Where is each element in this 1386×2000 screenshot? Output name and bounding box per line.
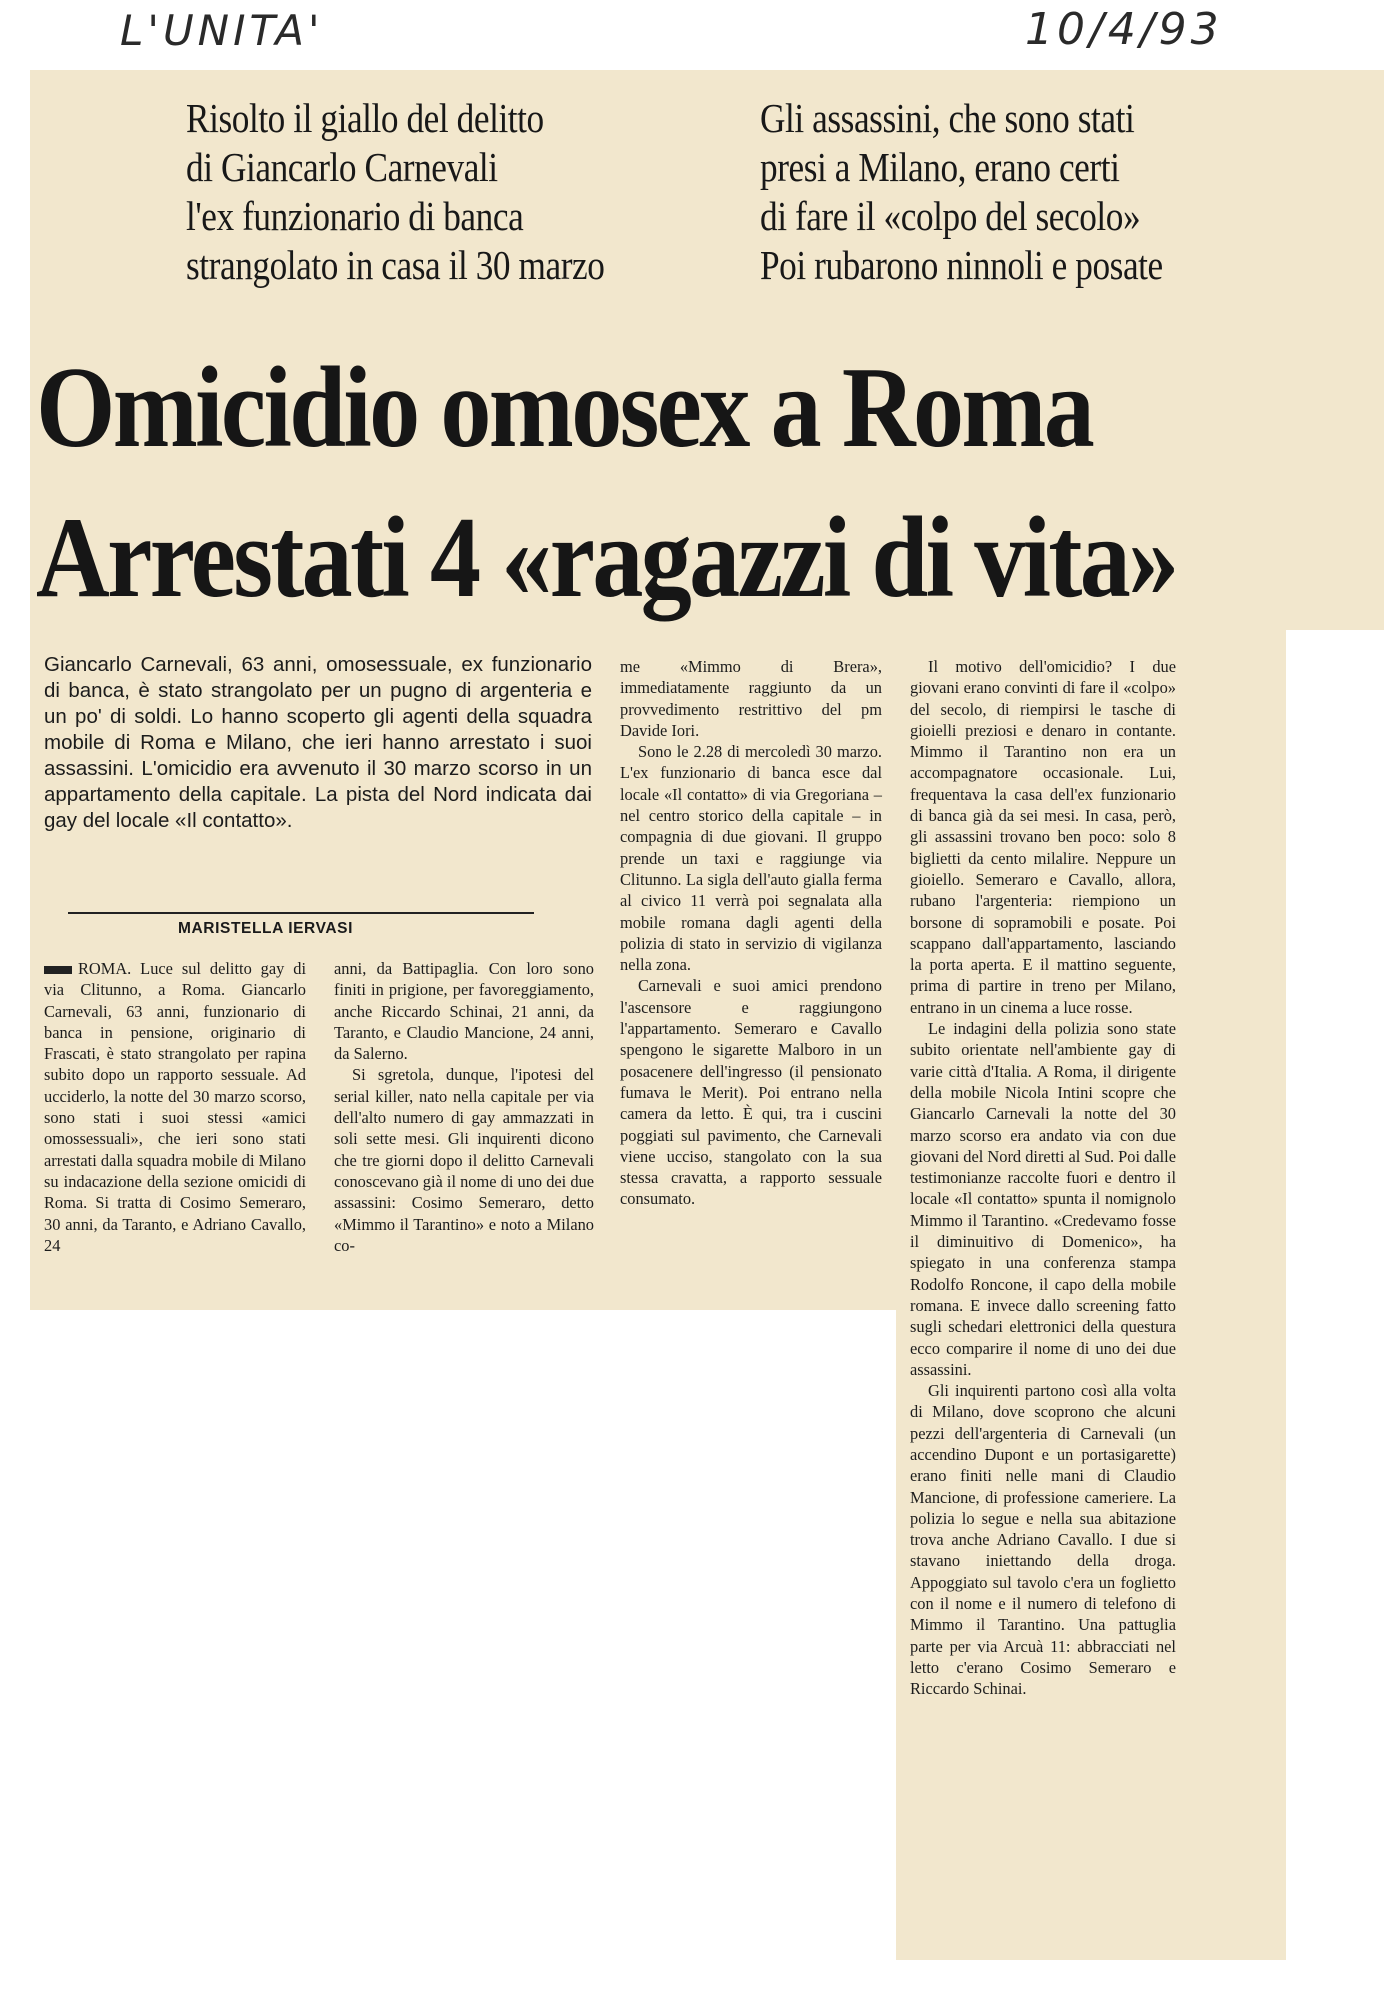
deck-left-line: l'ex funzionario di banca — [186, 193, 524, 239]
byline: MARISTELLA IERVASI — [178, 920, 353, 937]
deck-right-line: presi a Milano, erano certi — [760, 144, 1120, 190]
column-3-paragraph: me «Mimmo di Brera», immediatamente raggiunto da un provvedimento restrittivo del pm Davide Iori. — [620, 657, 882, 740]
body-column-4 — [910, 656, 1176, 1700]
lead-paragraph: Giancarlo Carnevali, 63 anni, omosessuale, ex funzionario di banca, è stato strangolato per un pugno di argenteria e un po' di soldi. Lo hanno scoperto gli agenti della squadra mobile di Roma e Milano, che ieri hanno arrestato i suoi assassini. L'omicidio era avvenuto il 30 marzo scorso in un appartamento della capitale. La pista del Nord indicata dai gay del locale «Il contatto». — [44, 653, 592, 832]
deck-left-line: di Giancarlo Carnevali — [186, 144, 498, 190]
column-3-paragraph: Carnevali e suoi amici prendono l'ascensore e raggiungono l'appartamento. Semeraro e Cavallo spengono le sigarette Malboro in un posacenere dell'ingresso (il pensionato fumava le Merit). Poi entrano nella camera da letto. È qui, tra i cuscini poggiati sul pavimento, che Carnevali viene ucciso, stangolato con la sua stessa cravatta, a rapporto sessuale consumato. — [620, 976, 882, 1209]
column-4-paragraph: Il motivo dell'omicidio? I due giovani erano convinti di fare il «colpo» del secolo, di riempirsi le tasche di gioielli preziosi e denaro in contante. Mimmo il Tarantino non era un accompagnatore occasionale. Lui, frequentava la casa dell'ex funzionario di banca già da sei mesi. In casa, però, gli assassini trovano ben poco: solo 8 biglietti da cento milalire. Neppure un gioiello. Semeraro e Cavallo, allora, rubano l'argenteria: riempiono un borsone di sopramobili e posate. Poi scappano dall'appartamento, lasciando la porta aperta. E il mattino seguente, prima di partire in treno per Milano, entrano in un cinema a luce rosse. — [910, 657, 1176, 1017]
column-2-paragraph: anni, da Battipaglia. Con loro sono finiti in prigione, per favoreggiamento, anche Riccardo Schinai, 21 anni, da Taranto, e Claudio Mancione, 24 anni, da Salerno. — [334, 959, 594, 1064]
body-column-2 — [334, 958, 594, 1256]
deck-right-line: di fare il «colpo del secolo» — [760, 193, 1141, 239]
deck-right-line: Poi rubarono ninnoli e posate — [760, 242, 1163, 288]
handwritten-date: 10/4/93 — [1025, 4, 1223, 55]
headline-line-1: Omicidio omosex a Roma — [36, 344, 1093, 472]
column-1-text: ROMA. Luce sul delitto gay di via Clitunno, a Roma. Giancarlo Carnevali, 63 anni, funzionario di banca in pensione, originario di Frascati, è stato strangolato per rapina subito dopo un rapporto sessuale. Ad ucciderlo, la notte del 30 marzo scorso, sono stati i suoi stessi «amici omossessuali», che ieri sono stati arrestati dalla squadra mobile di Milano su indacazione della sezione omicidi di Roma. Si tratta di Cosimo Semeraro, 30 anni, da Taranto, e Adriano Cavallo, 24 — [44, 959, 306, 1255]
deck-left-line: strangolato in casa il 30 marzo — [186, 242, 605, 288]
column-4-paragraph: Le indagini della polizia sono state subito orientate nell'ambiente gay di varie città d'Italia. A Roma, il dirigente della mobile Nicola Intini scopre che Giancarlo Carnevali la notte del 30 marzo scorso era andato via con due giovani del Nord diretti al Sud. Poi dalle testimonianze raccolte fuori e dentro il locale «Il contatto» spunta il nomignolo Mimmo il Tarantino. «Credevamo fosse il diminuitivo di Domenico», ha spiegato in una conferenza stampa Rodolfo Roncone, il capo della mobile romana. E invece dallo screening fatto sugli schedari elettronici della questura ecco comparire il nome di uno dei due assassini. — [910, 1019, 1176, 1379]
deck-right — [760, 94, 1163, 290]
deck-left-line: Risolto il giallo del delitto — [186, 95, 544, 141]
body-column-3 — [620, 656, 882, 1210]
handwritten-newspaper-name: L'UNITA' — [120, 6, 324, 55]
section-marker — [44, 966, 72, 974]
column-3-paragraph: Sono le 2.28 di mercoledì 30 marzo. L'ex funzionario di banca esce dal locale «Il contatto» di via Gregoriana – nel centro storico della capitale – in compagnia di due giovani. Il gruppo prende un taxi e raggiunge via Clitunno. La sigla dell'auto gialla ferma al civico 11 verrà poi segnalata alla mobile romana dagli agenti della polizia di stato in servizio di vigilanza nella zona. — [620, 742, 882, 975]
headline-line-2: Arrestati 4 «ragazzi di vita» — [36, 494, 1177, 622]
column-2-paragraph: Si sgretola, dunque, l'ipotesi del serial killer, nato nella capitale per via dell'alto numero di gay ammazzati in soli sette mesi. Gli inquirenti dicono che tre giorni dopo il delitto Carnevali conoscevano già il nome di uno dei due assassini: Cosimo Semeraro, detto «Mimmo il Tarantino» e noto a Milano co- — [334, 1065, 594, 1255]
byline-rule — [68, 912, 534, 914]
column-4-paragraph: Gli inquirenti partono così alla volta di Milano, dove scoprono che alcuni pezzi dell'argenteria di Carnevali (un accendino Dupont e un portasigarette) erano finiti nelle mani di Claudio Mancione, di professione cameriere. La polizia lo segue e nella sua abitazione trova anche Adriano Cavallo. I due si stavano iniettando della droga. Appoggiato sul tavolo c'era un foglietto con il nome e il numero di telefono di Mimmo il Tarantino. Una pattuglia parte per via Arcuà 11: abbracciati nel letto c'erano Cosimo Semeraro e Riccardo Schinai. — [910, 1381, 1176, 1699]
deck-left — [186, 94, 604, 290]
body-column-1 — [44, 958, 306, 1256]
deck-right-line: Gli assassini, che sono stati — [760, 95, 1135, 141]
